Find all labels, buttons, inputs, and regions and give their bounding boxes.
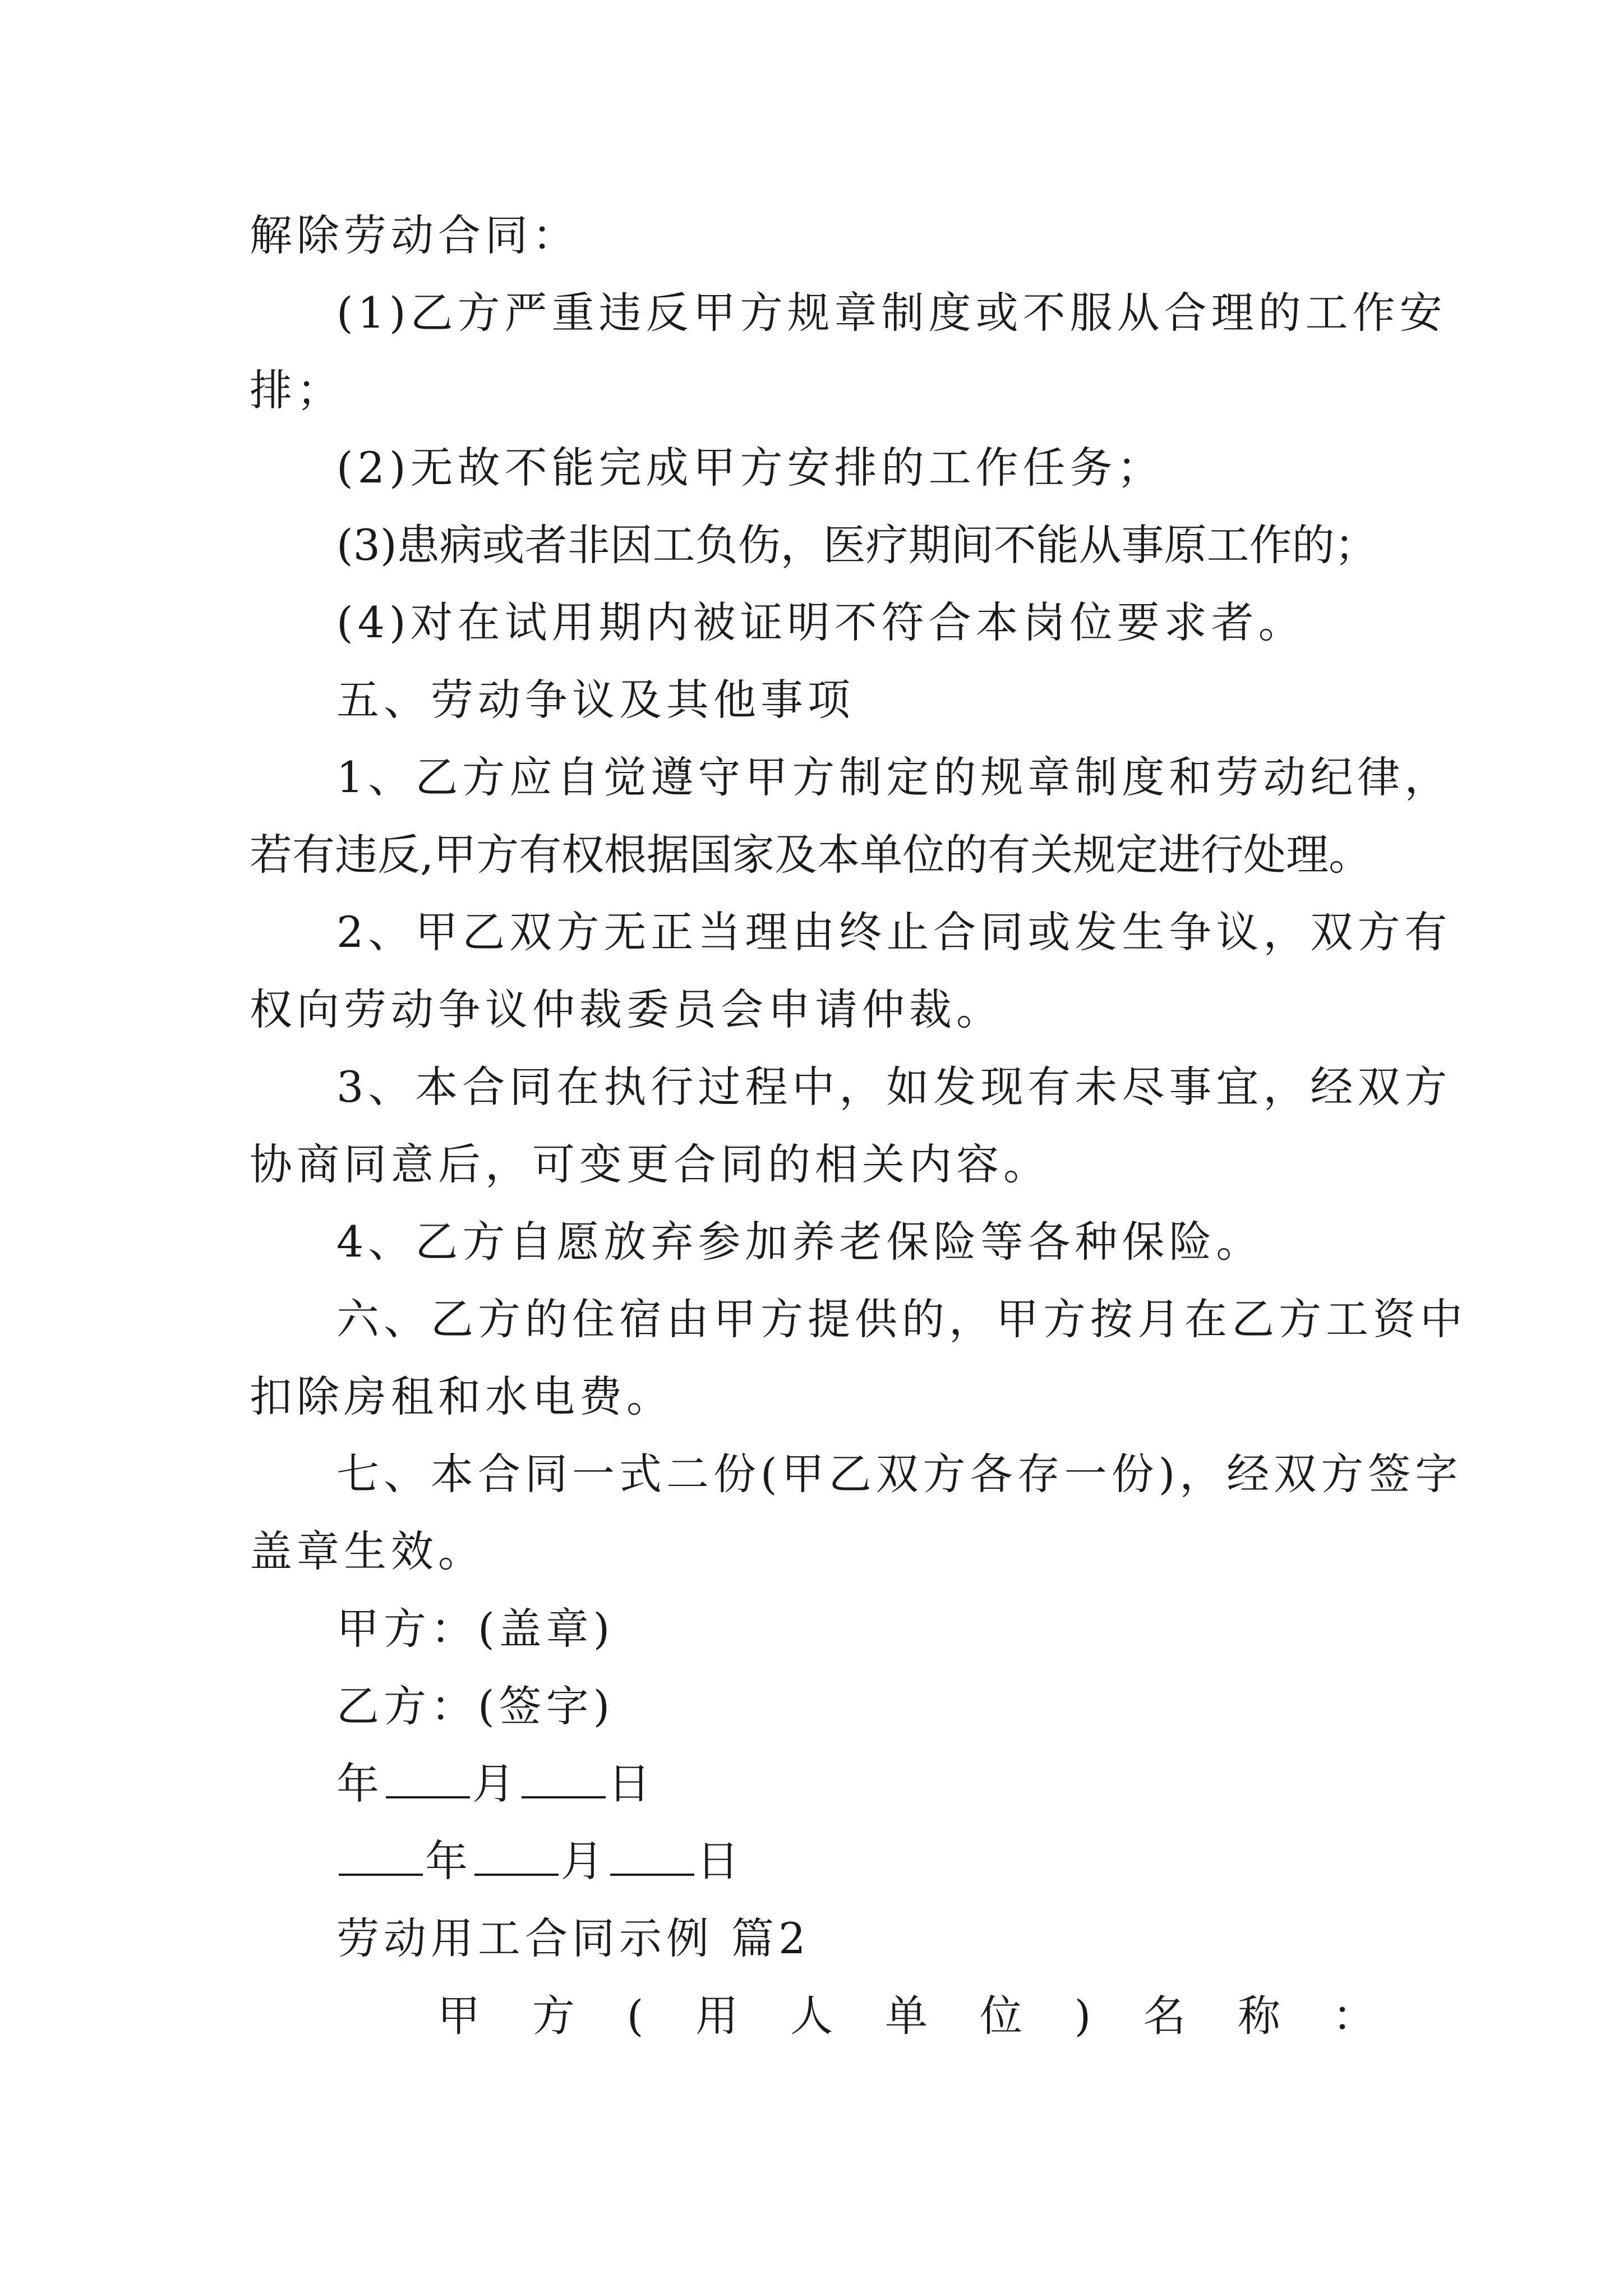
employer-name-line (437, 1985, 1380, 2047)
day-blank (610, 1831, 694, 1876)
text-line: 若有违反,甲方有权根据国家及本单位的有关规定进行处理。 (250, 830, 1372, 880)
char: 人 (790, 1991, 838, 2041)
date-year-label: 年 (336, 1759, 384, 1809)
text-line: 4、乙方自愿放弃参加养老保险等各种保险。 (336, 1217, 1264, 1267)
text-line: (4)对在试用期内被证明不符合本岗位要求者。 (336, 597, 1306, 647)
char: ： (1332, 1991, 1380, 2041)
date-day-label: 日 (697, 1836, 744, 1886)
section-title: 劳动用工合同示例 篇2 (336, 1913, 810, 1963)
text-line: 六、乙方的住宿由甲方提供的，甲方按月在乙方工资中 (336, 1294, 1467, 1344)
char: 称 (1238, 1991, 1285, 2041)
char: 甲 (437, 1991, 485, 2041)
text-line: 3、本合同在执行过程中，如发现有未尽事宜，经双方 (336, 1062, 1452, 1112)
text-line: 排； (250, 365, 344, 415)
date-line-1 (336, 1753, 1469, 1815)
char: 用 (695, 1991, 743, 2041)
party-b-sign-line: 乙方：(签字) (336, 1681, 615, 1731)
text-line: (1)乙方严重违反甲方规章制度或不服从合理的工作安 (336, 288, 1447, 338)
text-line: (2)无故不能完成甲方安排的工作任务； (336, 443, 1164, 493)
section-heading: 五、劳动争议及其他事项 (336, 675, 855, 725)
date-month-label: 月 (472, 1759, 519, 1809)
text-line: 权向劳动争议仲裁委员会申请仲裁。 (250, 984, 1003, 1034)
char: 方 (532, 1991, 579, 2041)
char: 位 (979, 1991, 1027, 2041)
char: ) (1074, 1991, 1096, 2041)
month-blank (474, 1831, 559, 1876)
char: ( (626, 1991, 648, 2041)
date-line-2 (336, 1830, 1469, 1892)
text-line: 协商同意后，可变更合同的相关内容。 (250, 1139, 1050, 1189)
month-blank (386, 1754, 470, 1798)
text-line: 2、甲乙双方无正当理由终止合同或发生争议，双方有 (336, 907, 1452, 957)
text-line: 解除劳动合同： (250, 210, 579, 260)
text-line: (3)患病或者非因工负伤，医疗期间不能从事原工作的； (336, 520, 1377, 570)
text-line: 扣除房租和水电费。 (250, 1372, 674, 1421)
party-a-seal-line: 甲方：(盖章) (336, 1604, 615, 1654)
char: 单 (884, 1991, 932, 2041)
date-day-label: 日 (608, 1759, 655, 1809)
text-line: 1、乙方应自觉遵守甲方制定的规章制度和劳动纪律， (336, 752, 1452, 802)
text-line: 七、本合同一式二份(甲乙双方各存一份)，经双方签字 (336, 1449, 1463, 1499)
year-blank (339, 1831, 423, 1876)
text-line: 盖章生效。 (250, 1526, 485, 1576)
date-year-label: 年 (425, 1836, 472, 1886)
char: 名 (1143, 1991, 1191, 2041)
date-month-label: 月 (561, 1836, 608, 1886)
day-blank (522, 1754, 606, 1798)
